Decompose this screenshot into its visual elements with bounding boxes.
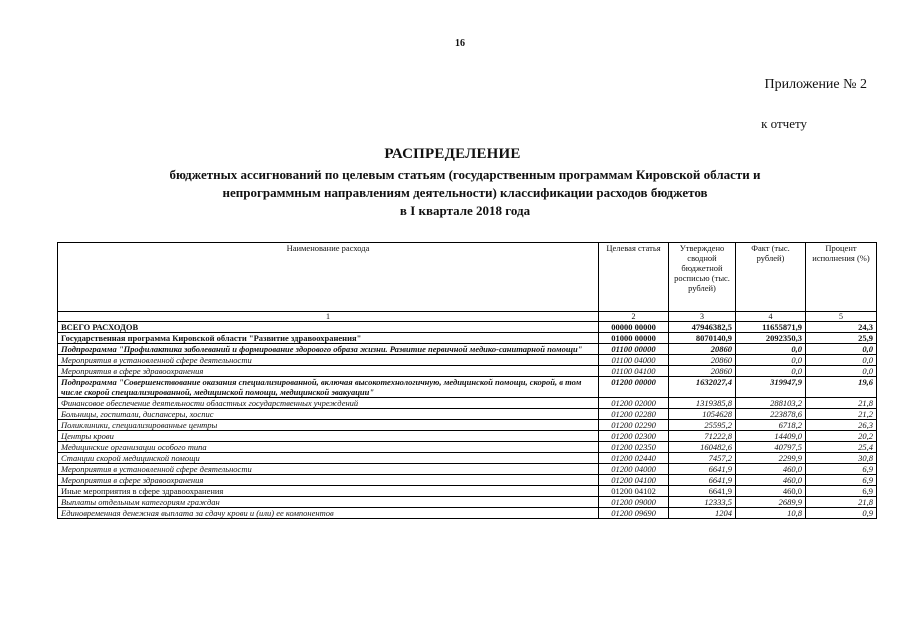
cell-percent: 20,2 [806, 431, 877, 442]
cell-code: 01200 02350 [599, 442, 669, 453]
cell-percent: 6,9 [806, 475, 877, 486]
cell-code: 01200 09000 [599, 497, 669, 508]
cell-name: Подпрограмма "Профилактика заболеваний и формирование здорового образа жизни. Развитие первичной медико-санитарной помощи" [58, 344, 599, 355]
cell-percent: 0,0 [806, 355, 877, 366]
table-row [58, 486, 877, 497]
cell-approved: 47946382,5 [669, 322, 736, 333]
cell-approved: 6641,9 [669, 464, 736, 475]
cell-fact: 0,0 [736, 366, 806, 377]
cell-percent: 0,0 [806, 344, 877, 355]
cell-code: 01200 09690 [599, 508, 669, 519]
cell-fact: 6718,2 [736, 420, 806, 431]
cell-name: Финансовое обеспечение деятельности областных государственных учреждений [58, 398, 599, 409]
subtitle-line: в I квартале 2018 года [399, 203, 531, 218]
cell-fact: 2092350,3 [736, 333, 806, 344]
cell-approved: 1204 [669, 508, 736, 519]
cell-fact: 2689,9 [736, 497, 806, 508]
column-number: 3 [669, 312, 736, 322]
cell-fact: 319947,9 [736, 377, 806, 398]
cell-name: Мероприятия в сфере здравоохранения [58, 475, 599, 486]
cell-fact: 0,0 [736, 344, 806, 355]
header-approved: Утверждено сводной бюджетной росписью (тыс. рублей) [669, 243, 736, 312]
cell-code: 01100 00000 [599, 344, 669, 355]
cell-percent: 0,0 [806, 366, 877, 377]
cell-approved: 8070140,9 [669, 333, 736, 344]
cell-name: Медицинские организации особого типа [58, 442, 599, 453]
cell-code: 01200 02000 [599, 398, 669, 409]
cell-percent: 6,9 [806, 486, 877, 497]
table-header-row [58, 243, 877, 312]
cell-approved: 1632027,4 [669, 377, 736, 398]
cell-approved: 6641,9 [669, 475, 736, 486]
cell-name: Выплаты отдельным категориям граждан [58, 497, 599, 508]
column-number: 5 [806, 312, 877, 322]
table-row [58, 344, 877, 355]
cell-approved: 1054628 [669, 409, 736, 420]
cell-code: 00000 00000 [599, 322, 669, 333]
table-row [58, 333, 877, 344]
report-label: к отчету [761, 116, 807, 131]
table-row [58, 508, 877, 519]
cell-fact: 11655871,9 [736, 322, 806, 333]
document-subtitle [60, 166, 870, 220]
header-percent: Процент исполнения (%) [806, 243, 877, 312]
cell-code: 01200 00000 [599, 377, 669, 398]
cell-code: 01200 04100 [599, 475, 669, 486]
subtitle-line: непрограммным направлениям деятельности) классификации расходов бюджетов [222, 185, 708, 200]
cell-percent: 21,2 [806, 409, 877, 420]
table-row [58, 453, 877, 464]
table-row [58, 409, 877, 420]
page-number: 16 [455, 38, 465, 49]
cell-name: Станции скорой медицинской помощи [58, 453, 599, 464]
cell-fact: 288103,2 [736, 398, 806, 409]
cell-percent: 30,8 [806, 453, 877, 464]
cell-code: 01000 00000 [599, 333, 669, 344]
table-row [58, 398, 877, 409]
table-row [58, 497, 877, 508]
header-name: Наименование расхода [58, 243, 599, 312]
cell-code: 01100 04000 [599, 355, 669, 366]
cell-name: Единовременная денежная выплата за сдачу крови и (или) ее компонентов [58, 508, 599, 519]
cell-name: Мероприятия в установленной сфере деятельности [58, 464, 599, 475]
cell-fact: 14409,0 [736, 431, 806, 442]
table-row [58, 355, 877, 366]
cell-name: Больницы, госпитали, диспансеры, хоспис [58, 409, 599, 420]
cell-approved: 160482,6 [669, 442, 736, 453]
table-row [58, 442, 877, 453]
cell-approved: 6641,9 [669, 486, 736, 497]
cell-fact: 460,0 [736, 486, 806, 497]
table-row [58, 322, 877, 333]
cell-fact: 40797,5 [736, 442, 806, 453]
cell-approved: 12333,5 [669, 497, 736, 508]
cell-approved: 25595,2 [669, 420, 736, 431]
cell-name: Государственная программа Кировской области "Развитие здравоохранения" [58, 333, 599, 344]
column-number: 2 [599, 312, 669, 322]
cell-fact: 2299,9 [736, 453, 806, 464]
subtitle-line: бюджетных ассигнований по целевым статьям (государственным программам Кировской области и [169, 167, 761, 182]
cell-approved: 7457,2 [669, 453, 736, 464]
cell-name: ВСЕГО РАСХОДОВ [58, 322, 599, 333]
cell-name: Подпрограмма "Совершенствование оказания специализированной, включая высокотехнологичную, медицинской помощи, скорой, в том числе скорой специализированной, медицинской помощи, медицинской эвакуации" [58, 377, 599, 398]
cell-percent: 25,4 [806, 442, 877, 453]
document-title: РАСПРЕДЕЛЕНИЕ [384, 146, 521, 162]
cell-percent: 25,9 [806, 333, 877, 344]
table-row [58, 431, 877, 442]
column-number: 4 [736, 312, 806, 322]
budget-table [57, 242, 877, 519]
column-number: 1 [58, 312, 599, 322]
header-fact: Факт (тыс. рублей) [736, 243, 806, 312]
cell-name: Иные мероприятия в сфере здравоохранения [58, 486, 599, 497]
cell-fact: 460,0 [736, 464, 806, 475]
table-row [58, 464, 877, 475]
cell-approved: 20860 [669, 355, 736, 366]
appendix-label: Приложение № 2 [764, 77, 867, 92]
cell-code: 01200 02440 [599, 453, 669, 464]
cell-name: Поликлиники, специализированные центры [58, 420, 599, 431]
cell-percent: 24,3 [806, 322, 877, 333]
cell-code: 01200 02290 [599, 420, 669, 431]
cell-percent: 21,8 [806, 398, 877, 409]
table-row [58, 377, 877, 398]
cell-approved: 1319385,8 [669, 398, 736, 409]
table-row [58, 420, 877, 431]
cell-name: Центры крови [58, 431, 599, 442]
cell-fact: 10,8 [736, 508, 806, 519]
cell-percent: 19,6 [806, 377, 877, 398]
cell-code: 01200 02300 [599, 431, 669, 442]
column-number-row [58, 312, 877, 322]
cell-approved: 71222,8 [669, 431, 736, 442]
cell-name: Мероприятия в сфере здравоохранения [58, 366, 599, 377]
cell-percent: 0,9 [806, 508, 877, 519]
table-row [58, 475, 877, 486]
cell-code: 01200 04000 [599, 464, 669, 475]
cell-percent: 21,8 [806, 497, 877, 508]
cell-percent: 26,3 [806, 420, 877, 431]
cell-fact: 0,0 [736, 355, 806, 366]
cell-code: 01200 02280 [599, 409, 669, 420]
table-body [58, 322, 877, 519]
header-code: Целевая статья [599, 243, 669, 312]
cell-approved: 20860 [669, 366, 736, 377]
cell-code: 01100 04100 [599, 366, 669, 377]
cell-approved: 20860 [669, 344, 736, 355]
cell-name: Мероприятия в установленной сфере деятельности [58, 355, 599, 366]
cell-code: 01200 04102 [599, 486, 669, 497]
table-row [58, 366, 877, 377]
cell-fact: 223878,6 [736, 409, 806, 420]
cell-fact: 460,0 [736, 475, 806, 486]
cell-percent: 6,9 [806, 464, 877, 475]
